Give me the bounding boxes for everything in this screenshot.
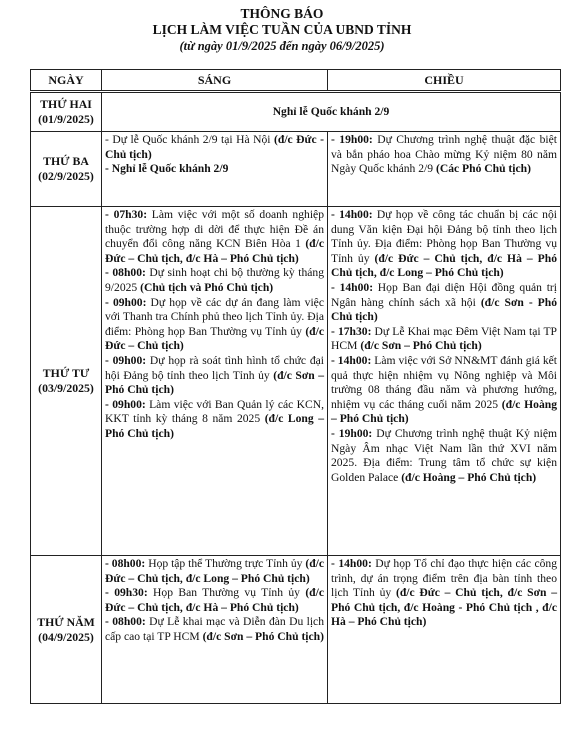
schedule-text: Dự họp Tổ chỉ đạo thực hiện các công trình, dự án trọng điểm trên địa bàn tỉnh theo lịch Tỉnh ủy: [331, 557, 557, 600]
holiday-cell: Nghỉ lễ Quốc khánh 2/9: [102, 92, 561, 132]
schedule-time: - 08h00:: [105, 557, 146, 570]
schedule-attendees: (đ/c Đức – Chủ tịch): [105, 324, 324, 353]
table-row: [31, 207, 561, 556]
schedule-text: Dự Chương trình nghệ thuật Kỷ niệm Ngày Âm nhạc Việt Nam lần thứ XVI năm 2025. Địa điểm: Trung tâm tổ chức sự kiện Golden Palace: [331, 426, 557, 484]
schedule-item: [331, 354, 557, 427]
schedule-text: Dự họp về công tác chuẩn bị các nội dung Văn kiện Đại hội Đảng bộ tỉnh theo lịch Tỉnh ủy. Địa điểm: Phòng họp Ban Thường vụ Tỉnh ủy: [331, 208, 557, 265]
schedule-time: - 07h30:: [105, 208, 148, 221]
day-date: (04/9/2025): [38, 629, 94, 644]
schedule-item: [331, 281, 557, 325]
schedule-item: [331, 208, 557, 281]
schedule-item: [331, 557, 557, 630]
schedule-item: [105, 162, 324, 177]
day-date: (03/9/2025): [38, 381, 94, 395]
table-row: [31, 92, 561, 132]
schedule-attendees: (đ/c Hoàng – Phó Chủ tịch): [331, 397, 557, 426]
schedule-item: [331, 325, 557, 354]
schedule-text: Làm việc với Sở NN&MT đánh giá kết quả thực hiện nhiệm vụ Nông nghiệp và Môi trường 08 tháng đầu năm và phương hướng, nhiệm vụ các tháng cuối năm 2025: [331, 353, 557, 411]
day-date: (01/9/2025): [38, 112, 94, 126]
afternoon-cell: [328, 207, 561, 556]
schedule-attendees: (đ/c Sơn – Phó Chủ tịch): [360, 339, 482, 353]
schedule-attendees: (đ/c Đức – Chủ tịch, đ/c Hà – Phó Chủ tịch): [105, 586, 324, 614]
schedule-time: - 14h00:: [331, 557, 372, 570]
schedule-text: Họp Ban đại diện Hội đồng quản trị Ngân hàng chính sách xã hội: [331, 280, 557, 309]
day-date: (02/9/2025): [38, 169, 94, 183]
schedule-time: - 08h00:: [105, 266, 146, 280]
schedule-time: - 09h30:: [105, 586, 148, 600]
schedule-time: - 09h00:: [105, 353, 147, 367]
schedule-item: [331, 133, 557, 177]
schedule-attendees: (đ/c Long – Phó Chủ tịch): [105, 412, 324, 440]
table-header-row: [31, 70, 561, 92]
schedule-text: Dự họp rà soát tình hình tổ chức đại hội Đảng bộ tỉnh theo lịch Tỉnh ủy: [105, 353, 324, 382]
schedule-item: [105, 615, 324, 644]
schedule-time: - 17h30:: [331, 324, 372, 338]
afternoon-cell: [328, 556, 561, 704]
schedule-time: - 19h00:: [331, 133, 373, 146]
column-header-afternoon: CHIỀU: [328, 70, 561, 92]
schedule-text: Dự sinh hoạt chi bộ thường kỳ tháng 9/2025: [105, 266, 324, 294]
day-cell: [31, 92, 102, 132]
schedule-item: [105, 266, 324, 295]
schedule-text: - Dự lễ Quốc khánh 2/9 tại Hà Nội: [105, 133, 275, 146]
schedule-time: - 08h00:: [105, 615, 146, 629]
schedule-attendees: (đ/c Hoàng – Phó Chủ tịch): [401, 470, 537, 484]
schedule-attendees: (đ/c Sơn - Phó Chủ tịch): [331, 295, 558, 324]
schedule-item: [105, 133, 324, 162]
schedule-text: Dự họp về các dự án đang làm việc với Thanh tra Chính phủ theo lịch Tỉnh ủy. Địa điểm: Phòng họp Ban Thường vụ Tỉnh ủy: [105, 295, 324, 338]
schedule-item: [105, 398, 324, 442]
schedule-attendees: (đ/c Đức - Chủ tịch): [105, 133, 324, 161]
schedule-item: [105, 557, 324, 586]
afternoon-cell: [328, 132, 561, 207]
morning-cell: [102, 556, 328, 704]
notice-title: THÔNG BÁO: [240, 6, 324, 21]
schedule-time: - 14h00:: [331, 280, 374, 294]
table-row: [31, 132, 561, 207]
schedule-attendees: (Chủ tịch và Phó Chủ tịch): [140, 280, 274, 294]
day-name: THỨ NĂM: [37, 614, 95, 629]
schedule-text: Họp tập thể Thường trực Tỉnh ủy: [145, 557, 306, 570]
schedule-time: - 14h00:: [331, 208, 373, 221]
schedule-item: [105, 354, 324, 398]
schedule-text: Làm việc với Ban Quản lý các KCN, KKT tỉnh kỳ tháng 8 năm 2025: [105, 397, 324, 426]
schedule-attendees: (đ/c Đức – Chủ tịch, đ/c Hà – Phó Chủ tịch, đ/c Long – Phó Chủ tịch): [331, 251, 557, 280]
schedule-text: Dự Lễ Khai mạc Đêm Việt Nam tại TP HCM: [331, 324, 557, 353]
schedule-text: Làm việc với một số doanh nghiệp thuộc trường hợp di dời để thực hiện Đề án chuyển đổi công năng KCN Biên Hòa 1: [105, 208, 324, 251]
morning-cell: [102, 132, 328, 207]
schedule-time: - 09h00:: [105, 295, 147, 309]
schedule-attendees: (đ/c Đức – Chủ tịch, đ/c Hà – Phó Chủ tịch): [105, 237, 324, 265]
document-header: [0, 6, 564, 54]
date-range: (từ ngày 01/9/2025 đến ngày 06/9/2025): [179, 39, 385, 53]
schedule-table: [30, 69, 561, 704]
morning-cell: [102, 207, 328, 556]
day-cell: [31, 207, 102, 556]
day-name: THỨ TƯ: [42, 366, 90, 380]
schedule-title: LỊCH LÀM VIỆC TUẦN CỦA UBND TỈNH: [152, 22, 412, 37]
column-header-morning: SÁNG: [102, 70, 328, 92]
day-name: THỨ BA: [43, 154, 89, 168]
day-name: THỨ HAI: [40, 97, 92, 111]
schedule-text: Dự Lễ khai mạc và Diễn đàn Du lịch cấp cao tại TP HCM: [105, 615, 324, 643]
schedule-attendees: (đ/c Đức – Chủ tịch, đ/c Long – Phó Chủ tịch): [105, 557, 325, 585]
schedule-time: - 09h00:: [105, 397, 146, 411]
day-cell: [31, 132, 102, 207]
schedule-time: - 14h00:: [331, 353, 372, 367]
schedule-attendees: (Các Phó Chủ tịch): [435, 162, 531, 176]
schedule-attendees: (đ/c Sơn – Phó Chủ tịch): [105, 368, 324, 397]
schedule-time: - 19h00:: [331, 426, 373, 440]
schedule-item: [105, 586, 324, 615]
day-cell: [31, 556, 102, 704]
schedule-attendees: - Nghỉ lễ Quốc khánh 2/9: [105, 162, 229, 176]
schedule-item: [331, 427, 557, 485]
schedule-item: [105, 296, 324, 354]
table-row: [31, 556, 561, 704]
schedule-item: [105, 208, 324, 266]
schedule-attendees: (đ/c Đức – Chủ tịch, đ/c Sơn – Phó Chủ tịch, đ/c Hoàng - Phó Chủ tịch , đ/c Hà – Phó Chủ tịch): [331, 586, 557, 629]
schedule-attendees: (đ/c Sơn – Phó Chủ tịch): [202, 629, 324, 643]
column-header-day: NGÀY: [31, 70, 102, 92]
schedule-text: Họp Ban Thường vụ Tỉnh ủy: [147, 586, 306, 600]
schedule-text: Dự Chương trình nghệ thuật đặc biệt và bắn pháo hoa Chào mừng Kỷ niệm 80 năm Ngày Quốc khánh 2/9: [331, 133, 557, 176]
